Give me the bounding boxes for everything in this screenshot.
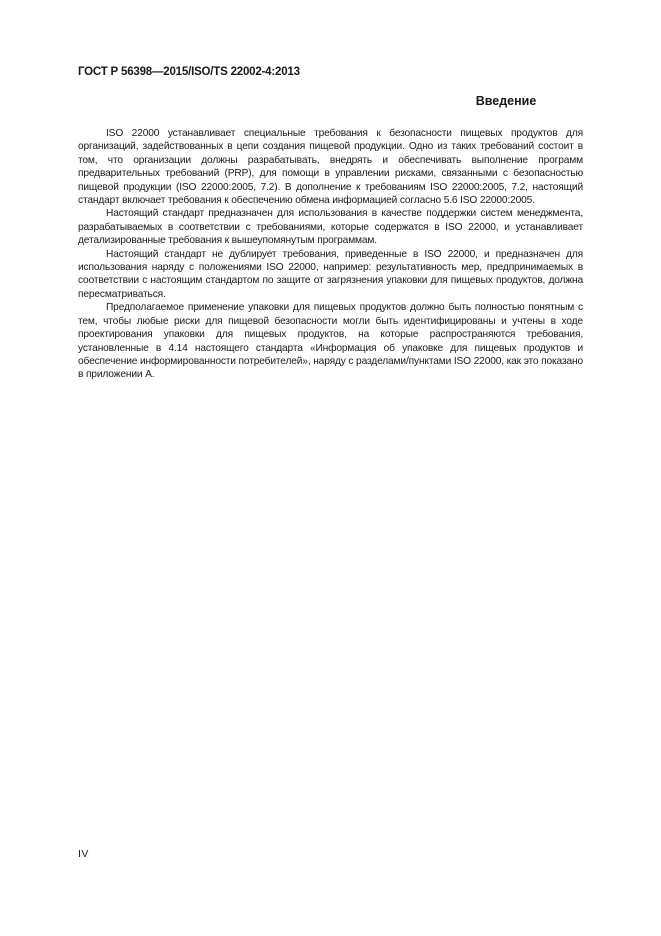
page-number: IV [78,848,89,860]
section-title-text: Введение [475,94,537,108]
document-body [78,127,583,382]
paragraph-1: ISO 22000 устанавливает специальные требования к безопасности пищевых продуктов для организаций, задействованных в цепи создания пищевой продукции. Одно из таких требований состоит в том, что организации должны разрабатывать, внедрять и обеспечивать выполнение программ предварительных требований (PRP), для помощи в управлении рисками, связанными с безопасностью пищевой продукции (ISO 22000:2005, 7.2). В дополнение к требованиям ISO 22000:2005, 7.2, настоящий стандарт включает требования к обеспечению обмена информацией согласно 5.6 ISO 22000:2005. [78,128,583,207]
paragraph-4: Предполагаемое применение упаковки для пищевых продуктов должно быть полностью понятным с тем, чтобы любые риски для пищевой безопасности могли быть идентифицированы и учтены в ходе проектирования упаковки для пищевых продуктов, на которые распространяются требования, установленные в 4.14 настоящего стандарта «Информация об упаковке для пищевых продуктов и обеспечение информированности потребителей», наряду с разделами/пунктами ISO 22000, как это показано в приложении А. [78,302,583,381]
paragraph-2: Настоящий стандарт предназначен для использования в качестве поддержки систем менеджмента, разрабатываемых в соответствии с требованиями, которые содержатся в ISO 22000, и устанавливает детализированные требования к вышеупомянутым программам. [78,208,583,247]
paragraph-3: Настоящий стандарт не дублирует требования, приведенные в ISO 22000, и предназначен для использования наряду с положениями ISO 22000, например: результативность мер, предпринимаемых в соответствии с настоящим стандартом по защите от загрязнения упаковки для пищевых продуктов, должна пересматриваться. [78,248,583,300]
document-header: ГОСТ Р 56398—2015/ISO/TS 22002-4:2013 [78,66,300,78]
section-title [78,94,583,108]
